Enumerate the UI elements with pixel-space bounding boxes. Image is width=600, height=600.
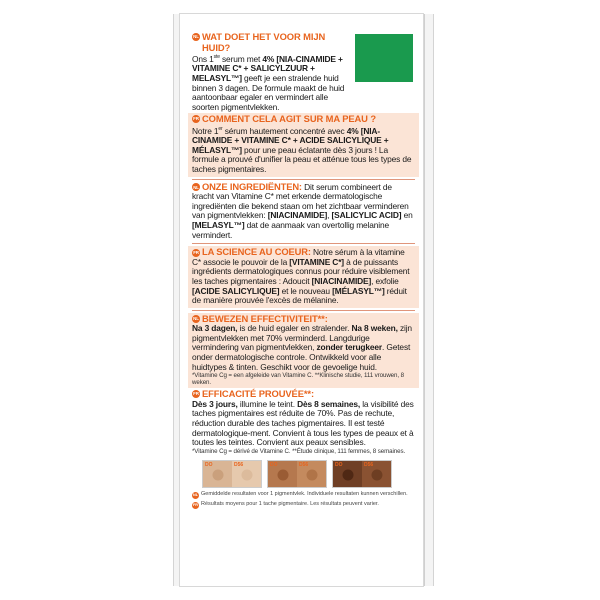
section-fr-proven xyxy=(192,389,415,455)
pigment-spot xyxy=(371,469,382,480)
swatch-after-label: D56 xyxy=(234,461,244,468)
section-heading: NL BEWEZEN EFFECTIVITEIT**: xyxy=(193,312,328,324)
fr-flag-icon: FR xyxy=(192,502,199,507)
fr-flag-icon: FR xyxy=(193,250,199,256)
divider xyxy=(192,310,415,311)
carton-right-flap xyxy=(423,14,434,586)
section-fr-science xyxy=(188,246,419,308)
swatch-after xyxy=(362,461,391,487)
swatch-before-label: DO xyxy=(270,461,278,468)
swatch-before-label: DO xyxy=(335,461,343,468)
section-nl-proven xyxy=(188,313,419,388)
section-body: FR LA SCIENCE AU COEUR: Notre sérum à la vitamine C* associe le pouvoir de la [VITAMINE C*] à de puissants ingrédients dermatologiques connus pour réduire visiblement les taches pigmentaires : Adoucit [NIACINAMIDE], exfolie [ACIDE SALICYLIQUE] et le nouveau [MÉLASYL™] réduit de manière prouvée l'excès de mélanine. xyxy=(192,246,410,306)
footnote: *Vitamine Cg = een afgeleide van Vitamine C. **Klinische studie, 111 vrouwen, 8 weken. xyxy=(192,372,404,387)
fr-flag-icon: FR xyxy=(192,390,200,398)
section-body: Ons 1ste serum met 4% [NIA-CINAMIDE + VITAMINE C* + SALICYLZUUR + MELASYL™] geeft je een stralende huid binnen 3 dagen. De formule maakt de huid aantoonbaar egaler en vermindert alle soorten pigmentvlekken. xyxy=(192,53,345,112)
nl-flag-icon: NL xyxy=(192,33,200,41)
swatch-before xyxy=(203,461,232,487)
packaging-panel xyxy=(180,14,423,586)
divider xyxy=(192,179,415,180)
section-heading: FR COMMENT CELA AGIT SUR MA PEAU ? xyxy=(193,113,376,125)
nl-flag-icon: NL xyxy=(192,315,200,323)
pigment-spot xyxy=(212,469,223,480)
nl-flag-icon: NL xyxy=(192,492,199,497)
section-heading: ONZE INGREDIËNTEN: xyxy=(202,180,302,192)
section-body: NL ONZE INGREDIËNTEN: Dit serum combineert de kracht van Vitamine C* met erkende dermatologische ingrediënten die bekend staan om het zichtbaar verminderen van pigmentvlekken: [NIACINAMIDE], [SALICYLIC ACID] en [MELASYL™] dat de aanmaak van overtollig melanine vermindert. xyxy=(192,180,413,240)
pigment-spot xyxy=(342,469,353,480)
skin-swatch-1 xyxy=(202,460,262,488)
before-after-swatches xyxy=(202,460,415,488)
legend-nl: NL Gemiddelde resultaten voor 1 pigmentvlek. Individuele resultaten kunnen verschillen. xyxy=(192,490,408,497)
pigment-spot xyxy=(277,469,288,480)
nl-flag-icon: NL xyxy=(193,184,199,190)
section-nl-what xyxy=(192,32,415,113)
swatch-after-label: D56 xyxy=(364,461,374,468)
swatch-before-label: DO xyxy=(205,461,213,468)
fr-flag-icon: FR xyxy=(192,115,200,123)
swatch-after xyxy=(232,461,261,487)
panel-content xyxy=(192,32,415,509)
skin-swatch-2 xyxy=(267,460,327,488)
footnote: *Vitamine Cg = dérivé de Vitamine C. **Étude clinique, 111 femmes, 8 semaines. xyxy=(192,447,406,455)
section-body: Na 3 dagen, is de huid egaler en stralender. Na 8 weken, zijn pigmentvlekken met 70% verminderd. Langdurige vermindering van pigmentvlekken, zonder terugkeer. Getest onder dermatologische controle. Ontwikkeld voor alle huidtypes & tinten. Geschikt voor de gevoelige huid. xyxy=(192,323,412,372)
divider xyxy=(192,243,415,244)
pigment-spot xyxy=(241,469,252,480)
swatch-after-label: D56 xyxy=(299,461,309,468)
section-nl-ingredients xyxy=(192,182,415,242)
section-fr-how xyxy=(188,113,419,176)
skin-swatch-3 xyxy=(332,460,392,488)
section-body: Dès 3 jours, illumine le teint. Dès 8 semaines, la visibilité des taches pigmentaires est réduite de 70%. Pas de rechute, réduction durable des taches pigmentaires. Il est testé dermatologique-ment. Convient à tous les types de peaux et à toutes les teintes. Convient aux peaux sensibles. xyxy=(192,398,414,448)
section-heading: NL WAT DOET HET VOOR MIJN HUID? xyxy=(193,31,326,53)
swatch-before xyxy=(268,461,297,487)
pigment-spot xyxy=(306,469,317,480)
green-color-patch xyxy=(355,34,413,82)
legend-fr: FR Résultats moyens pour 1 tache pigmentaire. Les résultats peuvent varier. xyxy=(192,500,379,507)
section-body: Notre 1er sérum hautement concentré avec 4% [NIA-CINAMIDE + VITAMINE C* + ACIDE SALICYLIQUE + MÉLASYL™] pour une peau éclatante dès 3 jours ! La formule a prouvé d'unifier la peau et atténue tous les types de taches pigmentaires. xyxy=(192,125,412,175)
legend xyxy=(192,491,415,509)
swatch-before xyxy=(333,461,362,487)
section-heading: LA SCIENCE AU COEUR: xyxy=(202,246,311,258)
section-heading: FR EFFICACITÉ PROUVÉE**: xyxy=(193,388,314,400)
swatch-after xyxy=(297,461,326,487)
